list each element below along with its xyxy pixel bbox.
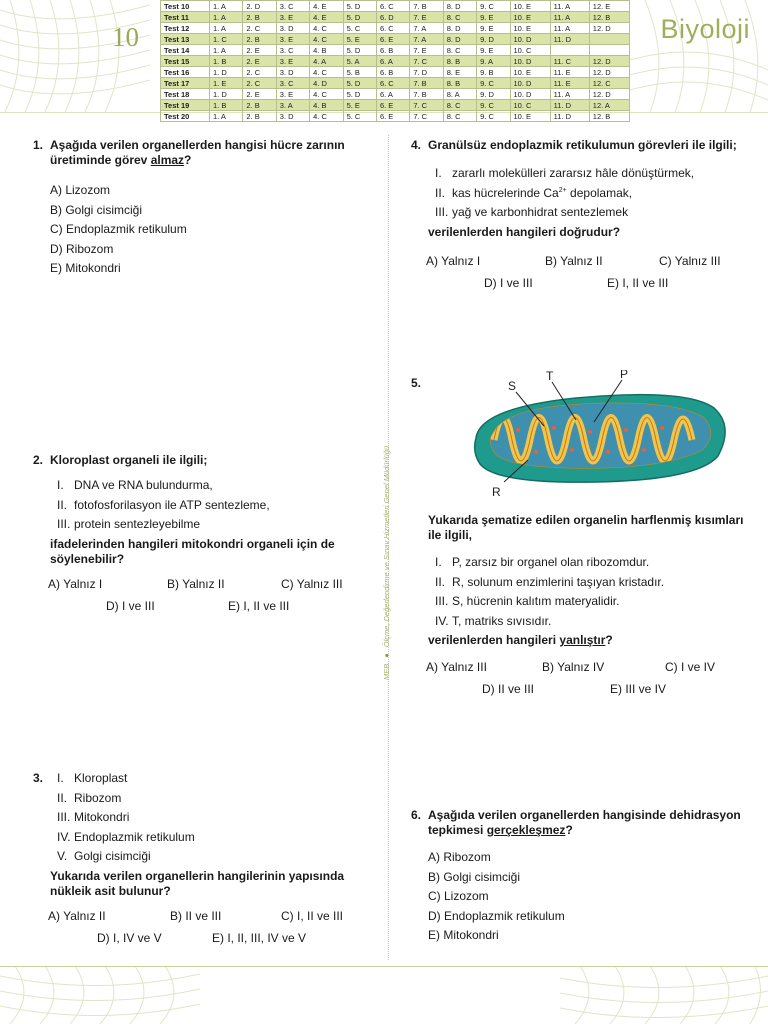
choice-a[interactable]: A) Yalnız I bbox=[48, 576, 103, 591]
subject-title: Biyoloji bbox=[660, 14, 750, 44]
choice-d[interactable]: D) I ve III bbox=[484, 275, 533, 290]
answer-key-row bbox=[161, 56, 630, 67]
statement-numeral: III. bbox=[435, 594, 449, 608]
answer-key-cell: 4. A bbox=[310, 56, 343, 67]
label-r: R bbox=[492, 485, 501, 499]
question-number: 1. bbox=[33, 138, 44, 152]
answer-key-cell: 9. C bbox=[477, 78, 510, 89]
answer-key-cell: 3. E bbox=[276, 12, 309, 23]
answer-key-cell: 8. D bbox=[443, 34, 476, 45]
answer-key-row bbox=[161, 78, 630, 89]
question-5 bbox=[411, 370, 750, 706]
statement-item bbox=[50, 476, 370, 496]
answer-key-test-name: Test 18 bbox=[161, 89, 210, 100]
answer-key-cell: 10. D bbox=[510, 89, 550, 100]
choice-a[interactable]: A) Yalnız II bbox=[48, 908, 106, 923]
answer-key-cell: 12. D bbox=[589, 23, 629, 34]
choice-b[interactable]: B) II ve III bbox=[170, 908, 222, 923]
answer-key-cell: 3. C bbox=[276, 78, 309, 89]
answer-key-cell: 11. E bbox=[550, 78, 589, 89]
answer-key-cell: 4. E bbox=[310, 12, 343, 23]
item-text: Kloroplast bbox=[74, 771, 128, 785]
answer-key-cell: 8. B bbox=[443, 56, 476, 67]
answer-key-row bbox=[161, 100, 630, 111]
question-number: 2. bbox=[33, 453, 44, 467]
answer-key-cell: 12. C bbox=[589, 78, 629, 89]
statement-text: S, hücrenin kalıtım materyalidir. bbox=[452, 594, 620, 608]
answer-key-cell: 8. E bbox=[443, 67, 476, 78]
statement-item bbox=[428, 164, 750, 184]
choice-b[interactable]: B) Yalnız IV bbox=[542, 660, 605, 674]
statement-item bbox=[428, 612, 750, 632]
answer-key-test-name: Test 13 bbox=[161, 34, 210, 45]
statement-item bbox=[428, 592, 750, 612]
answer-key-cell: 10. D bbox=[510, 78, 550, 89]
answer-key-cell: 1. A bbox=[210, 23, 243, 34]
answer-key-cell: 4. C bbox=[310, 111, 343, 122]
answer-key-cell: 3. D bbox=[276, 67, 309, 78]
choice-e[interactable]: E) I, II, III, IV ve V bbox=[212, 930, 307, 945]
answer-choices bbox=[428, 660, 750, 706]
corner-decoration-top-left bbox=[0, 0, 150, 112]
answer-key-cell: 8. C bbox=[443, 12, 476, 23]
question-number: 5. bbox=[411, 376, 422, 390]
stem-text: Aşağıda verilen organellerden hangisi hücre zarının üretiminde görev bbox=[50, 138, 345, 167]
choice-d[interactable]: D) I ve III bbox=[106, 598, 155, 613]
answer-key-test-name: Test 11 bbox=[161, 12, 210, 23]
answer-key-cell: 12. E bbox=[589, 1, 629, 12]
option-b[interactable]: B) Golgi cisimciği bbox=[428, 869, 521, 884]
answer-key-table bbox=[160, 0, 630, 122]
answer-key-cell: 6. C bbox=[376, 78, 409, 89]
item-numeral: II. bbox=[57, 790, 68, 805]
answer-key-cell: 2. E bbox=[243, 89, 276, 100]
statement-item bbox=[428, 553, 750, 573]
item-numeral: III. bbox=[57, 810, 71, 824]
answer-key-cell: 2. B bbox=[243, 12, 276, 23]
answer-key-row bbox=[161, 1, 630, 12]
answer-key-cell: 6. D bbox=[376, 12, 409, 23]
answer-key-cell: 1. A bbox=[210, 12, 243, 23]
option-d[interactable]: D) Ribozom bbox=[50, 241, 114, 256]
choice-e[interactable]: E) III ve IV bbox=[610, 682, 667, 696]
answer-key-cell: 1. B bbox=[210, 100, 243, 111]
answer-key-cell: 11. A bbox=[550, 1, 589, 12]
choice-d[interactable]: D) II ve III bbox=[482, 682, 535, 696]
question-2 bbox=[33, 453, 370, 623]
answer-key-cell: 12. D bbox=[589, 89, 629, 100]
answer-key-cell: 1. A bbox=[210, 111, 243, 122]
answer-key-test-name: Test 12 bbox=[161, 23, 210, 34]
answer-key-cell: 3. C bbox=[276, 45, 309, 56]
answer-key-cell: 3. A bbox=[276, 100, 309, 111]
item-text: Golgi cisimciği bbox=[74, 849, 151, 863]
option-a[interactable]: A) Ribozom bbox=[428, 850, 491, 864]
answer-key-cell: 1. A bbox=[210, 45, 243, 56]
vertical-text-meb: MEB bbox=[382, 663, 391, 680]
answer-key-cell bbox=[589, 45, 629, 56]
answer-key-cell: 8. B bbox=[443, 78, 476, 89]
choice-a[interactable]: A) Yalnız III bbox=[426, 660, 487, 674]
stem-end: ? bbox=[565, 823, 573, 837]
answer-key-cell: 9. E bbox=[477, 23, 510, 34]
statement-numeral: I. bbox=[435, 555, 442, 569]
statement-list bbox=[428, 553, 750, 631]
answer-key-cell: 11. D bbox=[550, 34, 589, 45]
choice-c[interactable]: C) I ve IV bbox=[665, 660, 716, 674]
answer-key-cell: 1. E bbox=[210, 78, 243, 89]
answer-key-row bbox=[161, 45, 630, 56]
answer-key-test-name: Test 10 bbox=[161, 1, 210, 12]
answer-key-row bbox=[161, 12, 630, 23]
answer-key-cell: 4. C bbox=[310, 34, 343, 45]
stem-underlined: gerçekleşmez bbox=[486, 823, 566, 837]
answer-key-cell: 10. E bbox=[510, 67, 550, 78]
answer-key-row bbox=[161, 34, 630, 45]
answer-key-cell bbox=[550, 45, 589, 56]
question-stem bbox=[428, 808, 750, 838]
label-t: T bbox=[546, 370, 554, 383]
answer-key-cell: 7. C bbox=[410, 111, 443, 122]
answer-key-cell: 3. E bbox=[276, 89, 309, 100]
answer-key-cell: 12. B bbox=[589, 111, 629, 122]
answer-key-cell: 3. D bbox=[276, 23, 309, 34]
statement-numeral: III. bbox=[57, 517, 71, 531]
statement-numeral: II. bbox=[57, 497, 68, 512]
prompt-end: ? bbox=[605, 633, 613, 647]
answer-key-cell: 10. E bbox=[510, 23, 550, 34]
statement-numeral: III. bbox=[435, 205, 449, 219]
answer-key-cell: 10. C bbox=[510, 100, 550, 111]
choice-c[interactable]: C) Yalnız III bbox=[281, 576, 343, 591]
corner-decoration-bottom-right bbox=[560, 966, 768, 1024]
answer-key-cell: 4. C bbox=[310, 23, 343, 34]
statement-text: T, matriks sıvısıdır. bbox=[452, 613, 552, 628]
vertical-publisher-text: MEB●Ölçme, Değerlendirme ve Sınav Hizmetleri Genel Müdürlüğü bbox=[382, 445, 391, 680]
statement-text: yağ ve karbonhidrat sentezlemek bbox=[452, 205, 629, 219]
answer-key-cell: 9. D bbox=[477, 34, 510, 45]
prompt-underlined: yanlıştır bbox=[559, 633, 606, 647]
item-numeral: V. bbox=[57, 849, 68, 863]
option-d[interactable]: D) Endoplazmik retikulum bbox=[428, 908, 565, 923]
stem-end: ? bbox=[184, 153, 192, 167]
answer-key-cell: 9. C bbox=[477, 1, 510, 12]
statement-list bbox=[50, 476, 370, 535]
corner-decoration-bottom-left bbox=[0, 966, 200, 1024]
answer-choices bbox=[428, 254, 750, 300]
answer-key-cell: 4. B bbox=[310, 45, 343, 56]
statement-numeral: II. bbox=[435, 574, 446, 589]
statement-item bbox=[50, 515, 370, 535]
statement-text: zararlı molekülleri zararsız hâle dönüştürmek, bbox=[452, 166, 695, 180]
answer-key-cell: 11. D bbox=[550, 111, 589, 122]
statement-numeral: I. bbox=[57, 478, 64, 492]
question-6 bbox=[411, 808, 750, 946]
answer-key-cell: 2. C bbox=[243, 78, 276, 89]
option-c[interactable]: C) Lizozom bbox=[428, 889, 489, 903]
item-text: Endoplazmik retikulum bbox=[74, 829, 195, 844]
option-e[interactable]: E) Mitokondri bbox=[50, 261, 121, 275]
answer-key-cell: 9. E bbox=[477, 45, 510, 56]
answer-key-cell: 6. E bbox=[376, 111, 409, 122]
item-text: Ribozom bbox=[74, 790, 122, 805]
answer-key-cell: 10. E bbox=[510, 111, 550, 122]
option-list bbox=[50, 181, 368, 279]
answer-key-row bbox=[161, 23, 630, 34]
answer-choices bbox=[50, 909, 370, 955]
answer-key-cell: 5. C bbox=[343, 111, 376, 122]
statement-item bbox=[428, 184, 750, 204]
vertical-text-directorate: Ölçme, Değerlendirme ve Sınav Hizmetleri Genel Müdürlüğü bbox=[382, 445, 391, 648]
answer-key-cell: 10. E bbox=[510, 12, 550, 23]
answer-key-cell: 11. D bbox=[550, 100, 589, 111]
answer-key-cell: 9. E bbox=[477, 12, 510, 23]
answer-key-cell: 11. C bbox=[550, 56, 589, 67]
answer-key-cell: 2. C bbox=[243, 23, 276, 34]
option-b[interactable]: B) Golgi cisimciği bbox=[50, 202, 143, 217]
answer-key-cell: 11. A bbox=[550, 89, 589, 100]
statement-text: R, solunum enzimlerini taşıyan kristadır. bbox=[452, 574, 665, 589]
footer-rule bbox=[0, 966, 768, 967]
answer-key-cell: 4. E bbox=[310, 1, 343, 12]
answer-key-row bbox=[161, 111, 630, 122]
answer-key-cell: 6. E bbox=[376, 34, 409, 45]
answer-key-cell: 11. A bbox=[550, 12, 589, 23]
answer-key-cell: 1. A bbox=[210, 1, 243, 12]
answer-key-cell: 7. B bbox=[410, 89, 443, 100]
choice-c[interactable]: C) I, II ve III bbox=[281, 908, 344, 923]
answer-key-cell: 5. D bbox=[343, 45, 376, 56]
answer-key-test-name: Test 20 bbox=[161, 111, 210, 122]
statement-list bbox=[428, 164, 750, 223]
superscript-charge: 2+ bbox=[558, 186, 567, 194]
question-prompt: ifadelerinden hangileri mitokondri organeli için de söylenebilir? bbox=[50, 536, 335, 566]
answer-key-cell: 10. C bbox=[510, 45, 550, 56]
answer-key-cell: 10. D bbox=[510, 34, 550, 45]
answer-key-cell: 3. D bbox=[276, 111, 309, 122]
answer-key-cell: 7. B bbox=[410, 78, 443, 89]
mitochondrion-diagram bbox=[466, 370, 726, 506]
statement-text: P, zarsız bir organel olan ribozomdur. bbox=[452, 555, 650, 569]
answer-key-cell: 7. E bbox=[410, 45, 443, 56]
statement-item bbox=[428, 573, 750, 593]
answer-key-test-name: Test 19 bbox=[161, 100, 210, 111]
answer-key-cell: 1. B bbox=[210, 56, 243, 67]
list-item bbox=[50, 828, 370, 848]
answer-key-cell: 6. E bbox=[376, 100, 409, 111]
answer-key-cell: 2. B bbox=[243, 111, 276, 122]
answer-key-cell: 11. A bbox=[550, 23, 589, 34]
answer-key-cell: 8. A bbox=[443, 89, 476, 100]
answer-key-cell: 4. C bbox=[310, 89, 343, 100]
answer-key-cell: 4. C bbox=[310, 67, 343, 78]
answer-key-cell: 6. C bbox=[376, 1, 409, 12]
item-list bbox=[50, 769, 370, 867]
question-stem: Kloroplast organeli ile ilgili; bbox=[50, 453, 208, 467]
answer-key-cell: 7. C bbox=[410, 100, 443, 111]
answer-key-test-name: Test 16 bbox=[161, 67, 210, 78]
statement-item bbox=[50, 496, 370, 516]
answer-key-row bbox=[161, 67, 630, 78]
option-c[interactable]: C) Endoplazmik retikulum bbox=[50, 222, 187, 236]
answer-key-cell: 2. D bbox=[243, 1, 276, 12]
answer-key-cell: 2. B bbox=[243, 100, 276, 111]
answer-key-cell: 5. A bbox=[343, 56, 376, 67]
answer-key-cell: 12. D bbox=[589, 67, 629, 78]
label-p: P bbox=[620, 370, 629, 381]
item-text: Mitokondri bbox=[74, 810, 130, 824]
choice-b[interactable]: B) Yalnız II bbox=[167, 576, 225, 591]
stem-underlined: almaz bbox=[150, 153, 185, 167]
option-e[interactable]: E) Mitokondri bbox=[428, 928, 499, 942]
grade-number: 10 bbox=[112, 22, 139, 52]
answer-key-cell: 4. B bbox=[310, 100, 343, 111]
answer-key-cell: 2. E bbox=[243, 45, 276, 56]
answer-key-cell: 5. B bbox=[343, 67, 376, 78]
answer-key-test-name: Test 15 bbox=[161, 56, 210, 67]
answer-key-cell: 5. C bbox=[343, 23, 376, 34]
answer-choices bbox=[50, 577, 370, 623]
answer-key-cell: 10. E bbox=[510, 1, 550, 12]
list-item bbox=[50, 808, 370, 828]
answer-key-cell: 8. D bbox=[443, 1, 476, 12]
answer-key-cell: 1. D bbox=[210, 89, 243, 100]
answer-key-cell: 5. D bbox=[343, 89, 376, 100]
answer-key-cell: 3. C bbox=[276, 1, 309, 12]
answer-key-cell: 7. A bbox=[410, 23, 443, 34]
answer-key-cell: 9. C bbox=[477, 111, 510, 122]
answer-key-cell: 8. C bbox=[443, 100, 476, 111]
answer-key-cell: 6. A bbox=[376, 56, 409, 67]
answer-key-cell: 2. B bbox=[243, 34, 276, 45]
answer-key-cell: 2. C bbox=[243, 67, 276, 78]
question-stem: Granülsüz endoplazmik retikulumun görevleri ile ilgili; bbox=[428, 138, 737, 152]
list-item bbox=[50, 847, 370, 867]
list-item bbox=[50, 789, 370, 809]
answer-key-cell: 6. A bbox=[376, 89, 409, 100]
statement-numeral: I. bbox=[435, 166, 442, 180]
answer-key-cell: 12. A bbox=[589, 100, 629, 111]
answer-key-cell: 5. E bbox=[343, 34, 376, 45]
choice-e[interactable]: E) I, II ve III bbox=[228, 598, 290, 613]
question-stem: Yukarıda şematize edilen organelin harflenmiş kısımları ile ilgili, bbox=[428, 513, 744, 542]
answer-key-cell: 9. C bbox=[477, 100, 510, 111]
question-3 bbox=[33, 769, 370, 955]
statement-text: fotofosforilasyon ile ATP sentezleme, bbox=[74, 497, 270, 512]
question-stem bbox=[50, 138, 368, 168]
answer-key-cell: 2. E bbox=[243, 56, 276, 67]
question-prompt: verilenlerden hangileri doğrudur? bbox=[428, 224, 621, 239]
statement-text: kas hücrelerinde Ca bbox=[452, 185, 559, 200]
choice-a[interactable]: A) Yalnız I bbox=[426, 253, 481, 268]
answer-key-cell: 10. D bbox=[510, 56, 550, 67]
statement-text: protein sentezleyebilme bbox=[74, 517, 201, 531]
answer-key-cell: 12. D bbox=[589, 56, 629, 67]
answer-key-cell: 5. D bbox=[343, 78, 376, 89]
stem-text: Aşağıda verilen organellerden hangisinde dehidrasyon tepkimesi bbox=[428, 808, 741, 837]
answer-key-cell: 9. A bbox=[477, 56, 510, 67]
item-numeral: IV. bbox=[57, 829, 71, 844]
label-s: S bbox=[508, 379, 517, 393]
answer-key-test-name: Test 14 bbox=[161, 45, 210, 56]
answer-key-cell: 6. B bbox=[376, 45, 409, 56]
answer-key-cell: 8. D bbox=[443, 23, 476, 34]
answer-key-cell: 5. D bbox=[343, 12, 376, 23]
list-item bbox=[50, 769, 370, 789]
statement-numeral: IV. bbox=[435, 613, 449, 628]
question-prompt: Yukarıda verilen organellerin hangilerinin yapısında nükleik asit bulunur? bbox=[50, 868, 345, 898]
answer-key-cell: 7. C bbox=[410, 56, 443, 67]
answer-key-cell: 7. A bbox=[410, 34, 443, 45]
answer-key-cell: 1. C bbox=[210, 34, 243, 45]
answer-key-cell: 3. E bbox=[276, 56, 309, 67]
statement-item bbox=[428, 203, 750, 223]
answer-key-cell: 7. D bbox=[410, 67, 443, 78]
answer-key-cell: 9. B bbox=[477, 67, 510, 78]
statement-numeral: II. bbox=[435, 185, 446, 200]
option-list bbox=[428, 848, 750, 946]
answer-key-cell: 7. E bbox=[410, 12, 443, 23]
statement-text-end: depolamak, bbox=[566, 185, 633, 200]
choice-c[interactable]: C) Yalnız III bbox=[659, 253, 721, 268]
answer-key-cell: 6. C bbox=[376, 23, 409, 34]
answer-key-cell: 11. E bbox=[550, 67, 589, 78]
answer-key-cell: 9. D bbox=[477, 89, 510, 100]
answer-key-row bbox=[161, 89, 630, 100]
choice-e[interactable]: E) I, II ve III bbox=[607, 275, 669, 290]
answer-key-cell: 7. B bbox=[410, 1, 443, 12]
statement-text: DNA ve RNA bulundurma, bbox=[74, 478, 213, 492]
answer-key-cell bbox=[589, 34, 629, 45]
answer-key-cell: 8. C bbox=[443, 45, 476, 56]
answer-key-cell: 5. D bbox=[343, 1, 376, 12]
answer-key-cell: 3. E bbox=[276, 34, 309, 45]
answer-key-cell: 6. B bbox=[376, 67, 409, 78]
question-number: 4. bbox=[411, 138, 422, 152]
choice-d[interactable]: D) I, IV ve V bbox=[97, 930, 162, 945]
item-numeral: I. bbox=[57, 771, 64, 785]
question-1 bbox=[33, 138, 368, 279]
question-4 bbox=[411, 138, 750, 300]
answer-key-cell: 12. B bbox=[589, 12, 629, 23]
question-prompt bbox=[428, 633, 750, 648]
question-number: 3. bbox=[33, 771, 44, 785]
answer-key-cell: 4. D bbox=[310, 78, 343, 89]
option-a[interactable]: A) Lizozom bbox=[50, 183, 111, 197]
prompt-text: verilenlerden hangileri bbox=[428, 633, 560, 647]
choice-b[interactable]: B) Yalnız II bbox=[545, 253, 603, 268]
answer-key-cell: 5. E bbox=[343, 100, 376, 111]
answer-key-cell: 1. D bbox=[210, 67, 243, 78]
answer-key-test-name: Test 17 bbox=[161, 78, 210, 89]
answer-key-cell: 8. C bbox=[443, 111, 476, 122]
question-number: 6. bbox=[411, 808, 422, 822]
